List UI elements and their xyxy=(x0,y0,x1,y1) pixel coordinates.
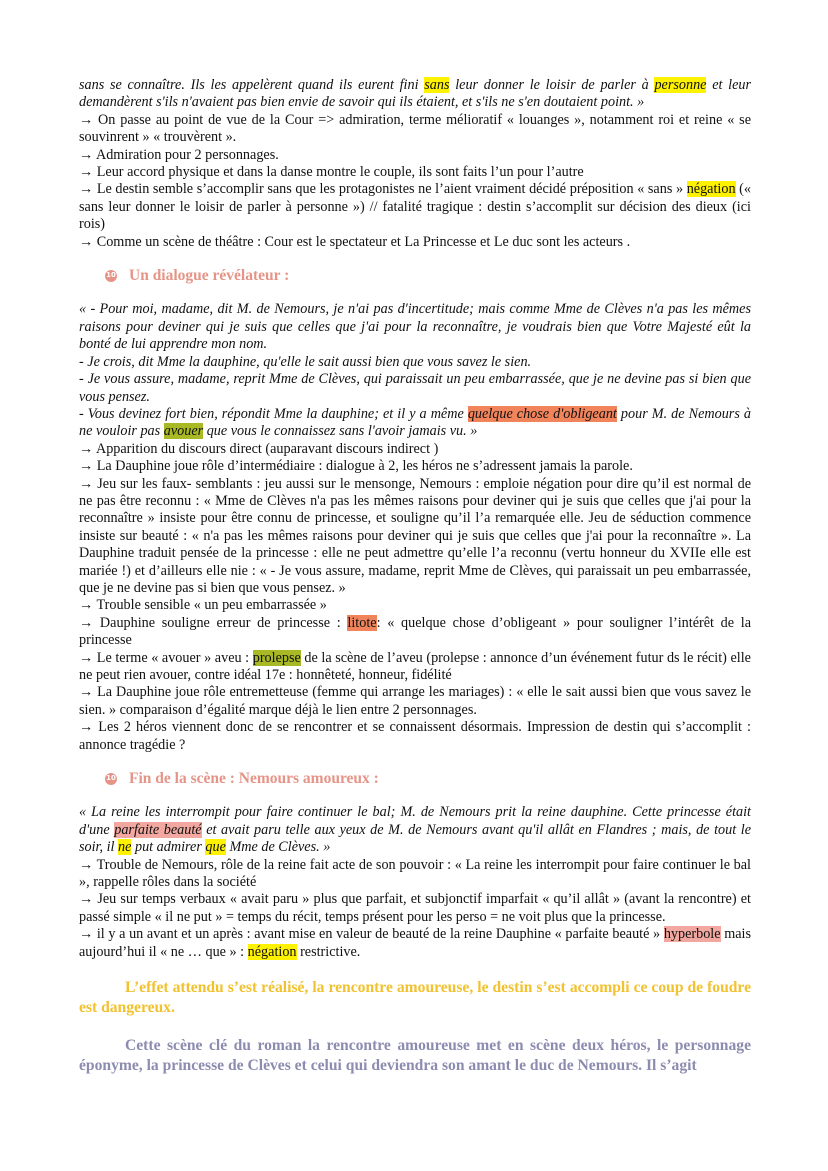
quote-paragraph: - Vous devinez fort bien, répondit Mme la dauphine; et il y a même quelque chose d'obligeant pour M. de Nemours à ne vouloir pas avouer que vous le connaissez sans l'avoir jamais vu. » xyxy=(79,405,751,440)
analysis-line: → Leur accord physique et dans la danse montre le couple, ils sont faits l’un pour l’autre xyxy=(79,164,584,181)
highlight-negation: négation xyxy=(247,943,297,960)
analysis-line: → Le terme « avouer » aveu : prolepse de la scène de l’aveu (prolepse : annonce d’un événement futur ds le récit) elle ne peut rien avouer, contre idéal 17e : honnêteté, honneur, fidélité xyxy=(79,649,751,683)
quote-paragraph: « - Pour moi, madame, dit M. de Nemours, je n'ai pas d'incertitude; mais comme Mme de Clèves n'a pas les mêmes raisons pour deviner qui je suis que celles que j'ai pour la reconnaître, je voudrais bien que Votre Majesté eût la bonté de lui apprendre mon nom. xyxy=(79,301,751,353)
quote-paragraph: - Je vous assure, madame, reprit Mme de Clèves, qui paraissait un peu embarrassée, que je ne devine pas si bien que vous pensez. xyxy=(79,371,751,405)
highlight-que: que xyxy=(205,839,226,856)
numbered-bullet-icon: 10 xyxy=(105,270,117,282)
section-title: Un dialogue révélateur : xyxy=(129,267,290,285)
highlight-sans: sans xyxy=(424,77,450,93)
highlight-parfaite-beaute: parfaite beauté xyxy=(114,821,202,838)
analysis-line: → Admiration pour 2 personnages. xyxy=(79,146,279,163)
highlight-personne: personne xyxy=(654,77,707,93)
conclusion-paragraph: L’effet attendu s’est réalisé, la rencontre amoureuse, le destin s’est accompli ce coup de foudre est dangereux. xyxy=(79,979,751,1017)
section-heading-dialogue xyxy=(105,267,751,284)
analysis-line: → Apparition du discours direct (auparavant discours indirect ) xyxy=(79,440,439,457)
analysis-line: → Jeu sur temps verbaux « avait paru » plus que parfait, et subjonctif imparfait « qu’il allât » (avant la rencontre) et passé simple « il ne put » = temps du récit, temps présent pour les perso = ne voit plus que la princesse. xyxy=(79,891,751,925)
highlight-ne: ne xyxy=(118,839,132,856)
analysis-line: → Dauphine souligne erreur de princesse : litote: « quelque chose d’obligeant » pour souligner l’intérêt de la princesse xyxy=(79,614,752,649)
quote-paragraph: - Je crois, dit Mme la dauphine, qu'elle le sait aussi bien que vous savez le sien. xyxy=(79,353,532,370)
section-heading-fin xyxy=(105,770,751,787)
analysis-line: → Jeu sur les faux- semblants : jeu aussi sur le mensonge, Nemours : emploie négation pour dire qu’il est normal de ne pas être reconnu : « Mme de Clèves n'a pas les mêmes raisons pour deviner qui je suis que celles que j'ai pour la reconnaître » insiste pour être connu de princesse, et souligne qu’il l’a remarquée elle. Jeu de séduction commence insiste sur beauté : « n'a pas les mêmes raisons pour deviner qui je suis que celles que j'ai pour la reconnaître ». La Dauphine traduit pensée de la princesse : elle ne peut admettre qu’elle l’a reconnu (vertu honneur du XVIIe elle est mariée !) et d’ailleurs elle nie : « - Je vous assure, madame, reprit Mme de Clèves, qui paraissait un peu embarrassée, que je ne devine pas si bien que vous pensez. » xyxy=(79,475,751,596)
quote-paragraph: sans se connaître. Ils les appelèrent quand ils eurent fini sans leur donner le loisir de parler à personne et leur demandèrent s'ils n'avaient pas bien envie de savoir qui ils étaient, et s'ils ne s'en doutaient point. » xyxy=(79,77,752,111)
analysis-line: → Les 2 héros viennent donc de se rencontrer et se connaissent désormais. Impression de destin qui s’accomplit : annonce tragédie ? xyxy=(79,719,751,753)
analysis-line: → On passe au point de vue de la Cour => admiration, terme mélioratif « louanges », notamment roi et reine « se souvinrent » « trouvèrent ». xyxy=(79,111,751,146)
highlight-obligeant: quelque chose d'obligeant xyxy=(467,405,617,422)
analysis-line: → La Dauphine joue rôle entremetteuse (femme qui arrange les mariages) : « elle le sait aussi bien que vous savez le sien. » comparaison d’égalité marque déjà le lien entre 2 personnages. xyxy=(79,684,751,718)
analysis-line: → il y a un avant et un après : avant mise en valeur de beauté de la reine Dauphine « parfaite beauté » hyperbole mais aujourd’hui il « ne … que » : négation restrictive. xyxy=(79,926,751,960)
highlight-avouer: avouer xyxy=(163,423,204,440)
highlight-negation: négation xyxy=(686,181,736,198)
spacer xyxy=(79,961,751,978)
highlight-litote: litote xyxy=(347,614,377,631)
quote-paragraph: « La reine les interrompit pour faire continuer le bal; M. de Nemours prit la reine dauphine. Cette princesse était d'une parfaite beauté et avait paru telle aux yeux de M. de Nemours avant qu'il allât en Flandres ; mais, de tout le soir, il ne put admirer que Mme de Clèves. » xyxy=(79,804,751,856)
analysis-line: → Le destin semble s’accomplir sans que les protagonistes ne l’aient vraiment décidé préposition « sans » négation (« sans leur donner le loisir de parler à personne ») // fatalité tragique : destin s’accomplit sur décision des dieux (ici rois) xyxy=(79,181,751,233)
numbered-bullet-icon: 10 xyxy=(105,773,117,785)
analysis-line: → Comme un scène de théâtre : Cour est le spectateur et La Princesse et Le duc sont les acteurs . xyxy=(79,233,631,250)
conclusion-paragraph: Cette scène clé du roman la rencontre amoureuse met en scène deux héros, le personnage éponyme, la princesse de Clèves et celui qui deviendra son amant le duc de Nemours. Il s’agit xyxy=(79,1037,751,1075)
analysis-line: → Trouble de Nemours, rôle de la reine fait acte de son pouvoir : « La reine les interrompit pour faire continuer le bal », rappelle rôles dans la société xyxy=(79,856,751,891)
analysis-line: → La Dauphine joue rôle d’intermédiaire : dialogue à 2, les héros ne s’adressent jamais la parole. xyxy=(79,458,633,475)
analysis-line: → Trouble sensible « un peu embarrassée » xyxy=(79,597,327,614)
section-title: Fin de la scène : Nemours amoureux : xyxy=(129,770,379,788)
highlight-hyperbole: hyperbole xyxy=(663,926,721,943)
highlight-prolepse: prolepse xyxy=(252,649,301,666)
document-body xyxy=(79,77,751,1076)
